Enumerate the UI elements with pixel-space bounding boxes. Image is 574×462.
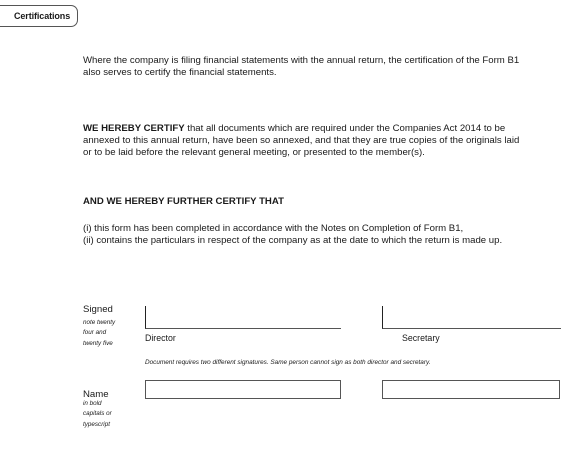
- director-caption: Director: [145, 333, 176, 343]
- director-name-field[interactable]: [145, 380, 341, 399]
- certify-line-3: or to be laid before the relevant general meeting, or presented to the member(s).: [83, 147, 425, 158]
- signed-note-line-3: twenty five: [83, 339, 113, 347]
- name-note-line-3: typescript: [83, 420, 110, 428]
- name-note-line-1: in bold: [83, 400, 102, 407]
- secretary-caption: Secretary: [402, 333, 440, 343]
- signed-note-line-2: four and: [83, 329, 107, 337]
- signed-note-line-1: note twenty: [83, 319, 116, 326]
- intro-paragraph: [83, 55, 553, 79]
- signed-note: [83, 318, 133, 349]
- certify-lead: WE HEREBY CERTIFY: [83, 123, 185, 134]
- name-note: [83, 399, 133, 430]
- certify-paragraph: [83, 123, 553, 159]
- further-certify-list: [83, 223, 553, 247]
- secretary-signature-field[interactable]: [382, 306, 561, 329]
- intro-line-2: also serves to certify the financial statements.: [83, 67, 277, 78]
- intro-line-1: Where the company is filing financial statements with the annual return, the certification of the Form B1: [83, 55, 520, 66]
- certifications-tab[interactable]: Certifications: [0, 5, 78, 27]
- certify-line-2: annexed to this annual return, have been so annexed, and that they are true copies of the originals laid: [83, 135, 520, 146]
- further-certify-heading: AND WE HEREBY FURTHER CERTIFY THAT: [83, 196, 284, 207]
- director-signature-field[interactable]: [145, 306, 341, 329]
- secretary-name-field[interactable]: [382, 380, 560, 399]
- name-note-line-2: capitals or: [83, 410, 112, 418]
- signed-label: Signed: [83, 304, 113, 315]
- signature-requirement-note: Document requires two different signatures. Same person cannot sign as both director and secretary.: [145, 359, 431, 366]
- further-item-2: (ii) contains the particulars in respect of the company as at the date to which the return is made up.: [83, 235, 503, 246]
- name-label: Name: [83, 389, 109, 400]
- certify-line-1: that all documents which are required under the Companies Act 2014 to be: [184, 123, 506, 134]
- further-item-1: (i) this form has been completed in accordance with the Notes on Completion of Form B1,: [83, 223, 464, 234]
